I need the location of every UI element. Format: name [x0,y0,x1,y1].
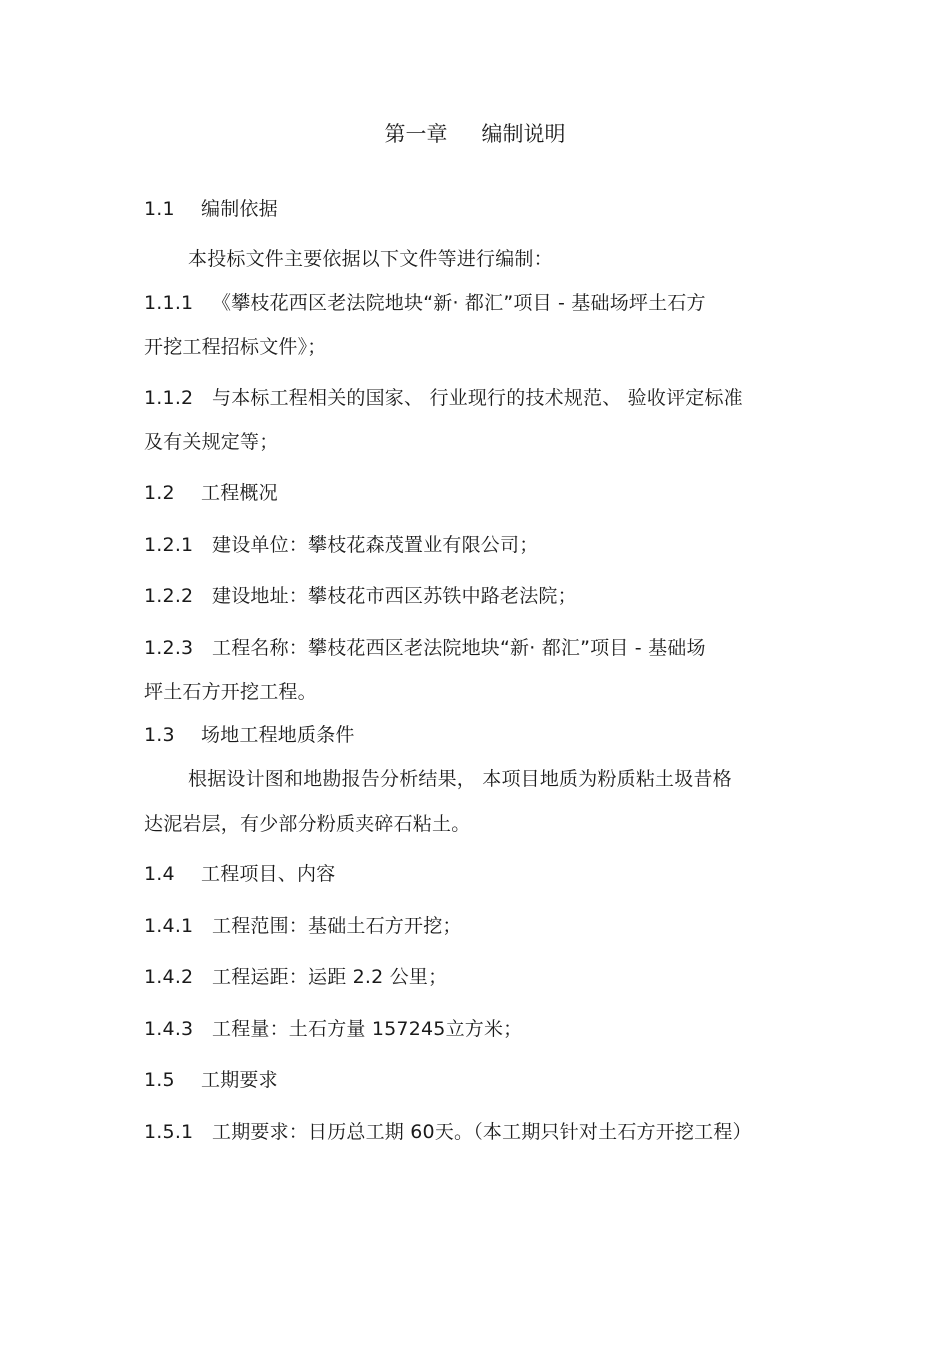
paragraph-continuation: 达泥岩层，有少部分粉质夹碎石粘土。 [144,813,471,835]
clause [144,386,743,410]
section-heading [144,862,335,886]
section-title: 工程概况 [201,482,278,504]
clause-number: 1.2.3 [144,637,194,659]
clause-number: 1.1.1 [144,292,194,314]
section-number: 1.3 [144,724,175,746]
clause [144,914,462,938]
clause [144,636,706,660]
section-number: 1.4 [144,863,175,885]
clause-continuation: 及有关规定等； [144,431,279,453]
section-number: 1.2 [144,482,175,504]
paragraph: 根据设计图和地勘报告分析结果， 本项目地质为粉质粘土圾昔格 [188,768,732,790]
clause-text: 工期要求：日历总工期 60天。（本工期只针对土石方开挖工程） [212,1121,752,1143]
clause-text: 工程运距：运距 2.2 公里； [212,966,448,988]
clause-text: 建设单位：攀枝花森茂置业有限公司； [212,534,539,556]
section-title: 工程项目、内容 [201,863,336,885]
clause-text: 建设地址：攀枝花市西区苏铁中路老法院； [212,585,577,607]
clause-number: 1.4.2 [144,966,194,988]
chapter-title [0,121,950,147]
paragraph: 本投标文件主要依据以下文件等进行编制： [188,248,553,270]
clause [144,965,447,989]
clause [144,1120,752,1144]
clause [144,533,538,557]
section-title: 编制依据 [201,198,278,220]
clause-continuation: 坪土石方开挖工程。 [144,681,317,703]
clause-number: 1.5.1 [144,1121,194,1143]
clause-text: 工程名称：攀枝花西区老法院地块“新· 都汇”项目 - 基础场 [212,637,706,659]
section-number: 1.5 [144,1069,175,1091]
clause [144,1017,522,1041]
clause-number: 1.4.1 [144,915,194,937]
section-heading [144,481,278,505]
clause-number: 1.2.2 [144,585,194,607]
section-heading [144,723,355,747]
section-heading [144,197,278,221]
section-number: 1.1 [144,198,175,220]
chapter-name: 编制说明 [481,122,566,146]
clause-number: 1.1.2 [144,387,194,409]
clause-text: 工程量：土石方量 157245立方米； [212,1018,523,1040]
clause-number: 1.4.3 [144,1018,194,1040]
chapter-number: 第一章 [384,122,448,146]
clause-continuation: 开挖工程招标文件》； [144,336,327,358]
clause-text: 工程范围：基础土石方开挖； [212,915,462,937]
section-title: 工期要求 [201,1069,278,1091]
section-title: 场地工程地质条件 [201,724,355,746]
clause [144,584,577,608]
clause [144,291,706,315]
section-heading [144,1068,278,1092]
clause-text: 《攀枝花西区老法院地块“新· 都汇”项目 - 基础场坪土石方 [212,292,706,314]
clause-text: 与本标工程相关的国家、 行业现行的技术规范、 验收评定标准 [212,387,743,409]
clause-number: 1.2.1 [144,534,194,556]
